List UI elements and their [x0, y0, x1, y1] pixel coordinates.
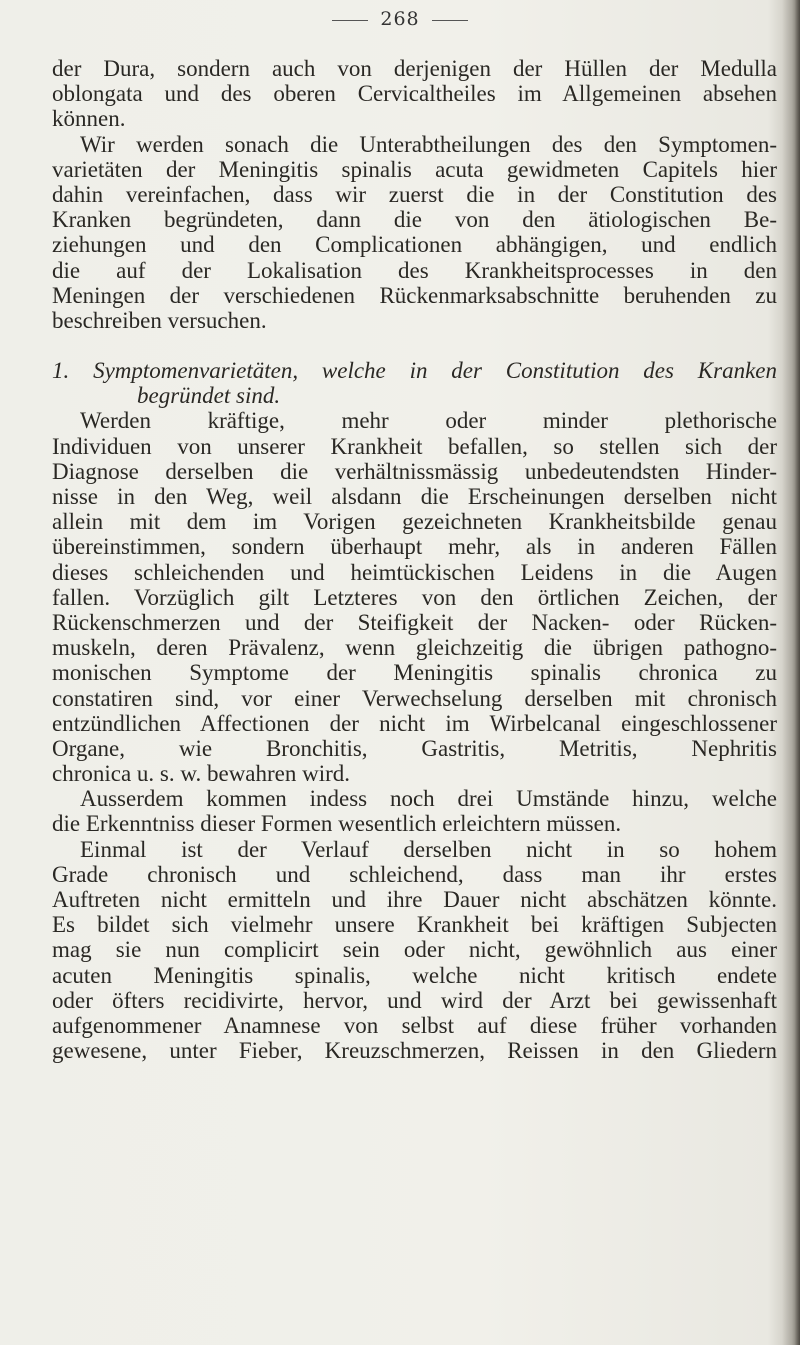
text-line: Diagnose derselben die verhältnissmässig unbedeutendsten Hinder- — [52, 458, 777, 484]
text-line: dieses schleichenden und heimtückischen Leidens in die Augen — [52, 559, 777, 585]
text-line: die Erkenntniss dieser Formen wesentlich erleichtern müssen. — [52, 811, 622, 837]
text-line: können. — [52, 106, 126, 132]
text-line: varietäten der Meningitis spinalis acuta gewidmeten Capitels hier — [52, 156, 777, 182]
text-line: Einmal ist der Verlauf derselben nicht in so hohem — [80, 836, 777, 862]
text-line: Kranken begründeten, dann die von den ätiologischen Be- — [52, 207, 777, 233]
text-line: dahin vereinfachen, dass wir zuerst die in der Constitution des — [52, 181, 777, 207]
text-line: oder öfters recidivirte, hervor, und wird der Arzt bei gewissenhaft — [52, 987, 777, 1013]
text-line: Meningen der verschiedenen Rückenmarksabschnitte beruhenden zu — [52, 282, 777, 308]
text-line: gewesene, unter Fieber, Kreuzschmerzen, Reissen in den Gliedern — [52, 1038, 777, 1064]
text-line: Grade chronisch und schleichend, dass man ihr erstes — [52, 861, 777, 887]
text-line: mag sie nun complicirt sein oder nicht, gewöhnlich aus einer — [52, 937, 777, 963]
text-line: Werden kräftige, mehr oder minder plethorische — [80, 408, 777, 434]
text-line: acuten Meningitis spinalis, welche nicht kritisch endete — [52, 962, 777, 988]
page-edge-shadow — [782, 0, 800, 1345]
text-line: oblongata und des oberen Cervicaltheiles im Allgemeinen absehen — [52, 81, 777, 107]
text-line: Ausserdem kommen indess noch drei Umstände hinzu, welche — [80, 786, 777, 812]
spacer — [52, 333, 777, 358]
text-line: Rückenschmerzen und der Steifigkeit der Nacken- oder Rücken- — [52, 609, 777, 635]
section-heading: 1. Symptomenvarietäten, welche in der Constitution des Kranken — [52, 358, 777, 384]
text-line: übereinstimmen, sondern überhaupt mehr, als in anderen Fällen — [52, 534, 777, 560]
header-dash-left — [332, 20, 368, 21]
page-header — [0, 8, 800, 30]
text-line: fallen. Vorzüglich gilt Letzteres von den örtlichen Zeichen, der — [52, 584, 777, 610]
text-line: Individuen von unserer Krankheit befallen, so stellen sich der — [52, 433, 777, 459]
text-line: allein mit dem im Vorigen gezeichneten Krankheitsbilde genau — [52, 509, 777, 535]
text-line: ziehungen und den Complicationen abhängigen, und endlich — [52, 232, 777, 258]
text-line: Wir werden sonach die Unterabtheilungen des den Symptomen- — [80, 131, 777, 157]
body-text — [52, 56, 777, 1063]
section-heading-continued: begründet sind. — [137, 383, 281, 409]
text-line: nisse in den Weg, weil alsdann die Erscheinungen derselben nicht — [52, 484, 777, 509]
text-line: Auftreten nicht ermitteln und ihre Dauer nicht abschätzen könnte. — [52, 887, 777, 912]
text-line: entzündlichen Affectionen der nicht im Wirbelcanal eingeschlossener — [52, 710, 777, 736]
text-line: Organe, wie Bronchitis, Gastritis, Metritis, Nephritis — [52, 735, 777, 761]
text-line: muskeln, deren Prävalenz, wenn gleichzeitig die übrigen pathogno- — [52, 635, 777, 661]
text-line: die auf der Lokalisation des Krankheitsprocesses in den — [52, 257, 777, 283]
page-number: 268 — [380, 8, 420, 30]
text-line: chronica u. s. w. bewahren wird. — [52, 761, 351, 787]
text-line: beschreiben versuchen. — [52, 307, 267, 333]
header-dash-right — [432, 20, 468, 21]
text-line: constatiren sind, vor einer Verwechselung derselben mit chronisch — [52, 685, 777, 711]
text-line: der Dura, sondern auch von derjenigen der Hüllen der Medulla — [52, 56, 777, 81]
text-line: aufgenommener Anamnese von selbst auf diese früher vorhanden — [52, 1012, 777, 1038]
text-line: monischen Symptome der Meningitis spinalis chronica zu — [52, 660, 777, 686]
text-line: Es bildet sich vielmehr unsere Krankheit bei kräftigen Subjecten — [52, 912, 777, 938]
